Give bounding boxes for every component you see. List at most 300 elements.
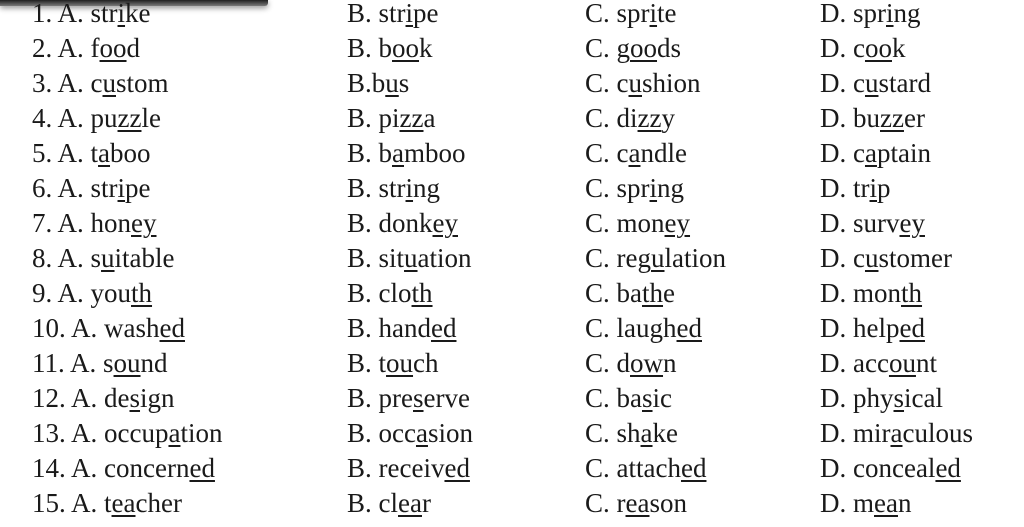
word-prefix: cl	[378, 488, 399, 518]
option-c	[585, 0, 677, 28]
word-prefix: str	[378, 0, 406, 28]
option-word	[91, 68, 169, 98]
word-prefix: s	[103, 348, 114, 378]
question-number: 13.	[32, 418, 66, 448]
option-letter: D.	[820, 208, 847, 238]
option-word	[853, 173, 891, 203]
option-word	[853, 208, 925, 238]
word-prefix: c	[853, 68, 865, 98]
underlined-sound: ea	[625, 488, 650, 518]
option-letter: C.	[585, 208, 610, 238]
option-a	[32, 208, 157, 238]
word-suffix: k	[419, 33, 433, 63]
option-word	[379, 348, 439, 378]
option-a	[32, 243, 175, 273]
option-letter: D.	[820, 33, 847, 63]
word-suffix: pe	[125, 173, 151, 203]
word-suffix: ke	[652, 418, 678, 448]
option-word	[853, 243, 952, 273]
question-row	[0, 488, 1024, 523]
word-prefix: de	[104, 383, 130, 413]
word-prefix: surv	[853, 208, 900, 238]
question-number: 8.	[32, 243, 53, 273]
option-b	[347, 453, 470, 483]
word-prefix: donk	[378, 208, 433, 238]
word-suffix: n	[663, 348, 677, 378]
question-number: 7.	[32, 208, 53, 238]
option-word	[617, 33, 682, 63]
option-b	[347, 313, 456, 343]
word-suffix: stomer	[878, 243, 952, 273]
option-word	[91, 138, 151, 168]
option-word	[372, 68, 410, 98]
word-prefix: help	[853, 313, 900, 343]
option-word	[853, 453, 961, 483]
option-d	[820, 68, 931, 98]
option-a	[32, 33, 140, 63]
option-letter: A.	[57, 103, 84, 133]
underlined-sound: oo	[864, 33, 892, 63]
option-word	[379, 313, 457, 343]
option-letter: C.	[585, 488, 610, 518]
option-letter: A.	[57, 68, 84, 98]
option-letter: D.	[820, 383, 847, 413]
question-number: 4.	[32, 103, 53, 133]
option-d	[820, 208, 925, 238]
underlined-sound: i	[117, 0, 126, 28]
word-prefix: m	[853, 488, 875, 518]
option-b	[347, 68, 409, 98]
option-word	[617, 313, 702, 343]
underlined-sound: ow	[630, 348, 664, 378]
word-suffix: shion	[642, 68, 701, 98]
underlined-sound: s	[129, 383, 141, 413]
option-word	[853, 313, 925, 343]
word-prefix: mir	[853, 418, 891, 448]
option-letter: A.	[57, 0, 84, 28]
option-d	[820, 418, 973, 448]
option-d	[820, 313, 925, 343]
word-suffix: ndle	[640, 138, 687, 168]
underlined-sound: oo	[99, 33, 127, 63]
option-letter: B.	[347, 418, 372, 448]
question-number: 5.	[32, 138, 53, 168]
option-d	[820, 383, 943, 413]
word-suffix: y	[661, 103, 675, 133]
option-b	[347, 348, 439, 378]
word-prefix: sh	[616, 418, 641, 448]
word-suffix: son	[649, 488, 687, 518]
option-c	[585, 383, 672, 413]
option-word	[853, 488, 911, 518]
option-a	[32, 173, 151, 203]
word-prefix: bu	[853, 103, 880, 133]
word-prefix: str	[90, 173, 118, 203]
option-word	[379, 243, 472, 273]
question-row	[0, 243, 1024, 278]
underlined-sound: a	[890, 418, 903, 448]
option-word	[617, 453, 707, 483]
option-b	[347, 173, 440, 203]
word-prefix: d	[616, 348, 631, 378]
option-c	[585, 453, 706, 483]
underlined-sound: zz	[637, 103, 662, 133]
option-letter: C.	[585, 173, 610, 203]
option-letter: B.	[347, 313, 372, 343]
word-prefix: occup	[104, 418, 169, 448]
word-suffix: itable	[114, 243, 175, 273]
word-prefix: f	[90, 33, 100, 63]
question-number: 11.	[32, 348, 65, 378]
option-letter: C.	[585, 278, 610, 308]
option-word	[379, 383, 470, 413]
option-word	[379, 138, 466, 168]
underlined-sound: ou	[386, 348, 414, 378]
option-letter: C.	[585, 103, 610, 133]
option-word	[617, 103, 675, 133]
option-word	[379, 103, 436, 133]
option-a	[32, 313, 185, 343]
option-word	[379, 278, 433, 308]
word-prefix: pu	[90, 103, 118, 133]
option-word	[379, 173, 441, 203]
underlined-sound: zz	[399, 103, 424, 133]
word-suffix: d	[126, 33, 141, 63]
option-word	[104, 453, 215, 483]
option-word	[617, 488, 687, 518]
option-c	[585, 418, 678, 448]
word-prefix: wash	[104, 313, 160, 343]
word-suffix: ch	[413, 348, 439, 378]
option-letter: A.	[70, 348, 97, 378]
option-d	[820, 33, 905, 63]
question-row	[0, 103, 1024, 138]
option-d	[820, 138, 931, 168]
word-prefix: laugh	[616, 313, 677, 343]
option-c	[585, 348, 677, 378]
underlined-sound: u	[101, 243, 115, 273]
underlined-sound: ed	[676, 313, 702, 343]
word-prefix: c	[90, 68, 103, 98]
option-d	[820, 348, 937, 378]
word-suffix: culous	[902, 418, 973, 448]
word-prefix: mon	[853, 278, 902, 308]
option-letter: B.	[347, 0, 372, 28]
option-letter: B.	[347, 278, 372, 308]
underlined-sound: i	[649, 173, 658, 203]
option-c	[585, 208, 690, 238]
option-c	[585, 488, 687, 518]
underlined-sound: th	[901, 278, 923, 308]
word-prefix: b	[371, 68, 386, 98]
option-a	[32, 348, 168, 378]
option-letter: B.	[347, 103, 372, 133]
option-word	[91, 33, 141, 63]
word-prefix: t	[90, 138, 99, 168]
word-suffix: lation	[664, 243, 726, 273]
underlined-sound: ed	[444, 453, 470, 483]
option-letter: B.	[347, 33, 372, 63]
underlined-sound: i	[405, 173, 414, 203]
word-suffix: ign	[140, 383, 175, 413]
underlined-sound: s	[893, 383, 905, 413]
underlined-sound: ey	[899, 208, 925, 238]
option-word	[853, 68, 931, 98]
option-letter: C.	[585, 0, 610, 28]
word-prefix: receiv	[378, 453, 445, 483]
option-b	[347, 383, 470, 413]
question-row	[0, 0, 1024, 33]
underlined-sound: ea	[111, 488, 136, 518]
option-a	[32, 0, 151, 28]
option-d	[820, 173, 891, 203]
underlined-sound: a	[98, 138, 111, 168]
word-prefix: t	[104, 488, 112, 518]
word-prefix: sit	[378, 243, 405, 273]
option-a	[32, 383, 175, 413]
option-letter: B.	[347, 68, 372, 98]
option-word	[853, 0, 921, 28]
option-word	[379, 418, 473, 448]
underlined-sound: ed	[159, 313, 185, 343]
option-d	[820, 278, 922, 308]
word-suffix: r	[421, 488, 431, 518]
word-suffix: a	[423, 103, 436, 133]
option-c	[585, 313, 702, 343]
option-letter: D.	[820, 68, 847, 98]
option-a	[32, 488, 182, 518]
word-suffix: sion	[427, 418, 473, 448]
word-prefix: occ	[378, 418, 416, 448]
option-word	[853, 418, 973, 448]
option-letter: C.	[585, 383, 610, 413]
option-letter: D.	[820, 0, 847, 28]
option-word	[617, 418, 678, 448]
option-d	[820, 243, 952, 273]
option-letter: B.	[347, 138, 372, 168]
option-letter: D.	[820, 173, 847, 203]
option-word	[617, 173, 685, 203]
underlined-sound: u	[628, 68, 642, 98]
word-prefix: str	[378, 173, 406, 203]
word-suffix: s	[398, 68, 410, 98]
option-letter: C.	[585, 68, 610, 98]
option-letter: A.	[57, 208, 84, 238]
option-letter: D.	[820, 313, 847, 343]
option-letter: A.	[71, 453, 98, 483]
word-suffix: ical	[904, 383, 943, 413]
underlined-sound: oo	[630, 33, 658, 63]
word-prefix: ba	[616, 383, 642, 413]
option-letter: A.	[57, 138, 84, 168]
word-prefix: c	[853, 243, 865, 273]
option-letter: A.	[71, 313, 98, 343]
word-prefix: s	[90, 243, 102, 273]
word-suffix: er	[903, 103, 925, 133]
option-letter: B.	[347, 243, 372, 273]
word-prefix: spr	[853, 0, 886, 28]
question-number: 10.	[32, 313, 66, 343]
option-word	[617, 208, 691, 238]
option-a	[32, 278, 152, 308]
word-prefix: concern	[104, 453, 190, 483]
word-suffix: te	[657, 0, 677, 28]
option-letter: D.	[820, 348, 847, 378]
option-c	[585, 138, 687, 168]
option-letter: A.	[71, 488, 98, 518]
underlined-sound: ea	[398, 488, 422, 518]
word-prefix: tr	[853, 173, 870, 203]
word-prefix: b	[378, 138, 393, 168]
option-word	[853, 103, 925, 133]
underlined-sound: a	[392, 138, 404, 168]
option-word	[91, 0, 151, 28]
underlined-sound: a	[415, 418, 428, 448]
option-word	[379, 0, 439, 28]
question-number: 6.	[32, 173, 53, 203]
option-word	[91, 243, 175, 273]
option-b	[347, 0, 439, 28]
underlined-sound: i	[117, 173, 126, 203]
option-c	[585, 243, 726, 273]
question-row	[0, 173, 1024, 208]
option-word	[853, 138, 931, 168]
question-number: 9.	[32, 278, 53, 308]
option-letter: C.	[585, 33, 610, 63]
underlined-sound: u	[864, 68, 879, 98]
option-word	[617, 348, 677, 378]
underlined-sound: ed	[189, 453, 215, 483]
option-letter: B.	[347, 383, 372, 413]
word-prefix: g	[616, 33, 631, 63]
option-b	[347, 278, 433, 308]
option-letter: A.	[57, 173, 84, 203]
word-prefix: phy	[853, 383, 894, 413]
question-row	[0, 418, 1024, 453]
option-letter: C.	[585, 453, 610, 483]
word-suffix: ke	[125, 0, 151, 28]
option-letter: B.	[347, 173, 372, 203]
question-row	[0, 278, 1024, 313]
underlined-sound: ey	[131, 208, 157, 238]
option-word	[379, 488, 431, 518]
option-b	[347, 33, 433, 63]
underlined-sound: ed	[935, 453, 961, 483]
option-a	[32, 138, 151, 168]
underlined-sound: u	[385, 68, 399, 98]
underlined-sound: a	[640, 418, 653, 448]
underlined-sound: ed	[680, 453, 707, 483]
underlined-sound: ou	[113, 348, 141, 378]
option-word	[91, 278, 153, 308]
word-prefix: b	[378, 33, 393, 63]
word-prefix: r	[616, 488, 626, 518]
option-d	[820, 0, 921, 28]
word-prefix: mon	[616, 208, 665, 238]
option-word	[853, 348, 937, 378]
option-word	[91, 173, 151, 203]
word-prefix: t	[378, 348, 387, 378]
word-prefix: pre	[378, 383, 413, 413]
question-row	[0, 383, 1024, 418]
option-word	[104, 383, 175, 413]
underlined-sound: u	[864, 243, 879, 273]
option-word	[104, 418, 222, 448]
question-number: 1.	[32, 0, 53, 28]
option-word	[379, 33, 433, 63]
word-suffix: e	[663, 278, 675, 308]
question-row	[0, 68, 1024, 103]
option-c	[585, 68, 701, 98]
word-suffix: ation	[417, 243, 472, 273]
option-letter: A.	[57, 33, 84, 63]
option-word	[91, 208, 157, 238]
option-word	[617, 243, 726, 273]
option-b	[347, 103, 435, 133]
word-suffix: stard	[878, 68, 931, 98]
underlined-sound: i	[649, 0, 658, 28]
word-prefix: you	[90, 278, 132, 308]
option-word	[617, 68, 701, 98]
word-prefix: c	[853, 33, 865, 63]
option-letter: A.	[71, 383, 98, 413]
option-letter: C.	[585, 348, 610, 378]
word-suffix: stom	[116, 68, 169, 98]
option-letter: D.	[820, 453, 847, 483]
question-row	[0, 138, 1024, 173]
underlined-sound: u	[102, 68, 116, 98]
option-letter: D.	[820, 243, 847, 273]
option-letter: C.	[585, 243, 610, 273]
word-prefix: spr	[616, 0, 650, 28]
option-a	[32, 68, 169, 98]
word-suffix: cher	[135, 488, 182, 518]
option-word	[853, 383, 943, 413]
word-suffix: tion	[180, 418, 223, 448]
underlined-sound: th	[642, 278, 664, 308]
option-word	[104, 488, 182, 518]
word-suffix: ptain	[876, 138, 931, 168]
word-prefix: spr	[616, 173, 650, 203]
word-prefix: c	[616, 138, 629, 168]
word-suffix: ng	[657, 173, 685, 203]
underlined-sound: a	[168, 418, 181, 448]
word-prefix: conceal	[853, 453, 936, 483]
underlined-sound: zz	[117, 103, 142, 133]
option-c	[585, 173, 684, 203]
question-row	[0, 33, 1024, 68]
option-b	[347, 208, 458, 238]
option-word	[853, 33, 905, 63]
underlined-sound: th	[411, 278, 433, 308]
option-word	[853, 278, 922, 308]
option-b	[347, 488, 431, 518]
option-letter: D.	[820, 278, 847, 308]
word-suffix: boo	[110, 138, 151, 168]
word-suffix: ng	[893, 0, 921, 28]
option-word	[379, 208, 458, 238]
word-suffix: pe	[413, 0, 439, 28]
word-suffix: ic	[652, 383, 673, 413]
word-suffix: mboo	[404, 138, 466, 168]
option-letter: A.	[57, 243, 84, 273]
word-suffix: ds	[657, 33, 682, 63]
underlined-sound: a	[864, 138, 877, 168]
question-row	[0, 453, 1024, 488]
option-letter: C.	[585, 418, 610, 448]
underlined-sound: i	[869, 173, 878, 203]
option-letter: B.	[347, 488, 372, 518]
